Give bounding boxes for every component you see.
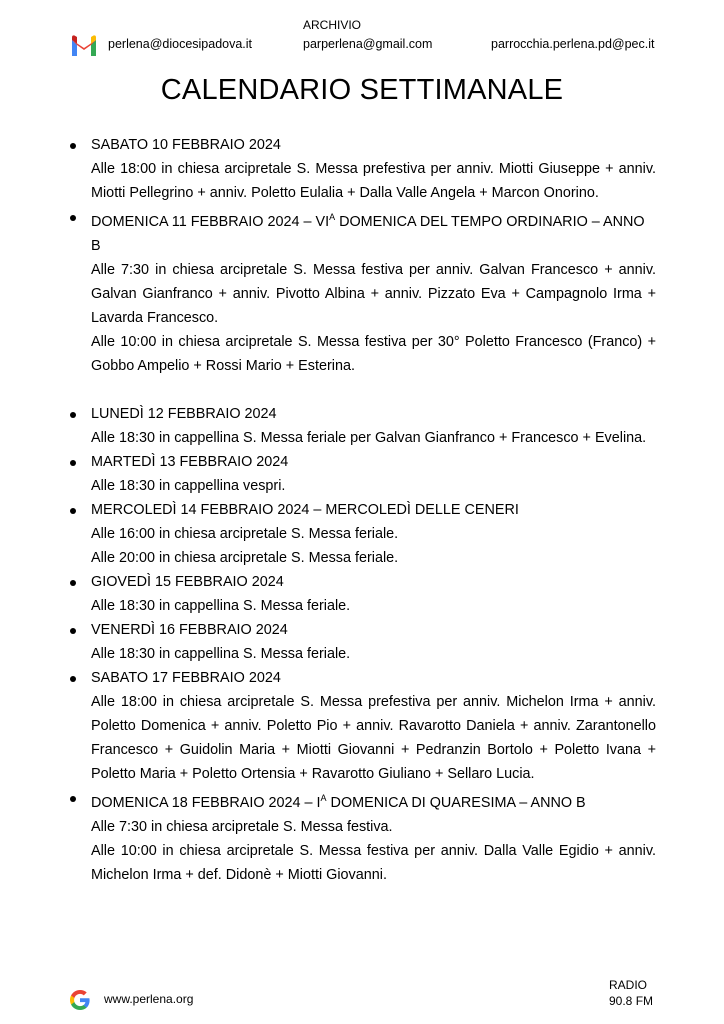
entry-heading: LUNEDÌ 12 FEBBRAIO 2024 (91, 405, 277, 422)
calendar-entry (68, 402, 656, 450)
calendar-entry (68, 666, 656, 786)
calendar-entry (68, 450, 656, 498)
calendar-entry (68, 205, 656, 378)
entry-heading: SABATO 10 FEBBRAIO 2024 (91, 137, 281, 153)
ordinal-superscript: A (320, 792, 327, 803)
entry-heading (91, 205, 656, 258)
heading-part: DOMENICA DI QUARESIMA – ANNO B (326, 794, 586, 811)
radio-frequency: 90.8 FM (609, 994, 654, 1008)
pec-email[interactable]: parrocchia.perlena.pd@pec.it (491, 37, 655, 51)
heading-part: DOMENICA 11 FEBBRAIO 2024 – VI (91, 213, 330, 230)
radio-info (609, 977, 653, 1009)
diocesi-email[interactable]: perlena@diocesipadova.it (108, 37, 253, 51)
entry-heading: MARTEDÌ 13 FEBBRAIO 2024 (91, 453, 289, 470)
gmail-icon (70, 35, 98, 56)
entry-line: Alle 7:30 in chiesa arcipretale S. Messa festiva per anniv. Galvan Francesco + anniv. Galvan Gianfranco + anniv. Pivotto Albina + anniv. Pizzato Eva + Campagnolo Irma + Lavarda Francesco. (91, 261, 656, 326)
entry-heading: GIOVEDÌ 15 FEBBRAIO 2024 (91, 573, 284, 590)
calendar-entry (68, 498, 656, 570)
google-icon (68, 988, 92, 1012)
entry-line: Alle 18:30 in cappellina vespri. (91, 477, 286, 494)
ordinal-superscript: A (329, 212, 336, 222)
entry-line: Alle 18:00 in chiesa arcipretale S. Messa prefestiva per anniv. Miotti Giuseppe + anniv. Miotti Pellegrino + anniv. Poletto Eulalia + Dalla Valle Angela + Marcon Onorino. (91, 161, 656, 201)
entry-heading: MERCOLEDÌ 14 FEBBRAIO 2024 – MERCOLEDÌ DELLE CENERI (91, 501, 519, 518)
calendar-entry (68, 786, 656, 887)
spacer (68, 378, 656, 402)
calendar-entry (68, 618, 656, 666)
calendar-entry (68, 570, 656, 618)
entry-line: Alle 20:00 in chiesa arcipretale S. Messa feriale. (91, 549, 399, 566)
heading-part: DOMENICA 18 FEBBRAIO 2024 – I (91, 794, 321, 811)
entry-line: Alle 16:00 in chiesa arcipretale S. Messa feriale. (91, 525, 399, 542)
entry-line: Alle 18:30 in cappellina S. Messa feriale. (91, 597, 351, 614)
entry-line: Alle 18:30 in cappellina S. Messa feriale per Galvan Gianfranco + Francesco + Evelina. (91, 429, 647, 446)
entry-line: Alle 18:00 in chiesa arcipretale S. Messa prefestiva per anniv. Michelon Irma + anniv. Poletto Domenica + anniv. Poletto Pio + anniv. Ravarotto Daniela + anniv. Zarantonello Francesco + Guidolin Maria + Miotti Giovanni + Pedranzin Bortolo + Poletto Ivana + Poletto Maria + Poletto Ortensia + Ravarotto Giuliano + Sellaro Lucia. (91, 693, 656, 782)
page-title: CALENDARIO SETTIMANALE (160, 74, 564, 106)
entry-line: Alle 7:30 in chiesa arcipretale S. Messa festiva. (91, 818, 393, 835)
radio-label: RADIO (609, 978, 648, 992)
calendar-entry (68, 133, 656, 205)
entry-heading (91, 786, 656, 815)
heading-part: DOMENICA DEL TEMPO ORDINARIO – ANNO B (91, 213, 645, 254)
gmail-email[interactable]: parperlena@gmail.com (303, 37, 433, 51)
entry-line: Alle 10:00 in chiesa arcipretale S. Messa festiva per 30° Poletto Francesco (Franco) + Gobbo Ampelio + Rossi Mario + Esterina. (91, 333, 656, 374)
page-header (0, 0, 724, 60)
website-link[interactable]: www.perlena.org (104, 992, 194, 1006)
entry-line: Alle 10:00 in chiesa arcipretale S. Messa festiva per anniv. Dalla Valle Egidio + anniv. Michelon Irma + def. Didonè + Miotti Giovanni. (91, 842, 656, 883)
entry-heading: SABATO 17 FEBBRAIO 2024 (91, 669, 281, 686)
entry-line: Alle 18:30 in cappellina S. Messa feriale. (91, 645, 351, 662)
entry-heading: VENERDÌ 16 FEBBRAIO 2024 (91, 621, 288, 638)
calendar-list (68, 133, 656, 887)
archive-label: ARCHIVIO (303, 18, 362, 32)
